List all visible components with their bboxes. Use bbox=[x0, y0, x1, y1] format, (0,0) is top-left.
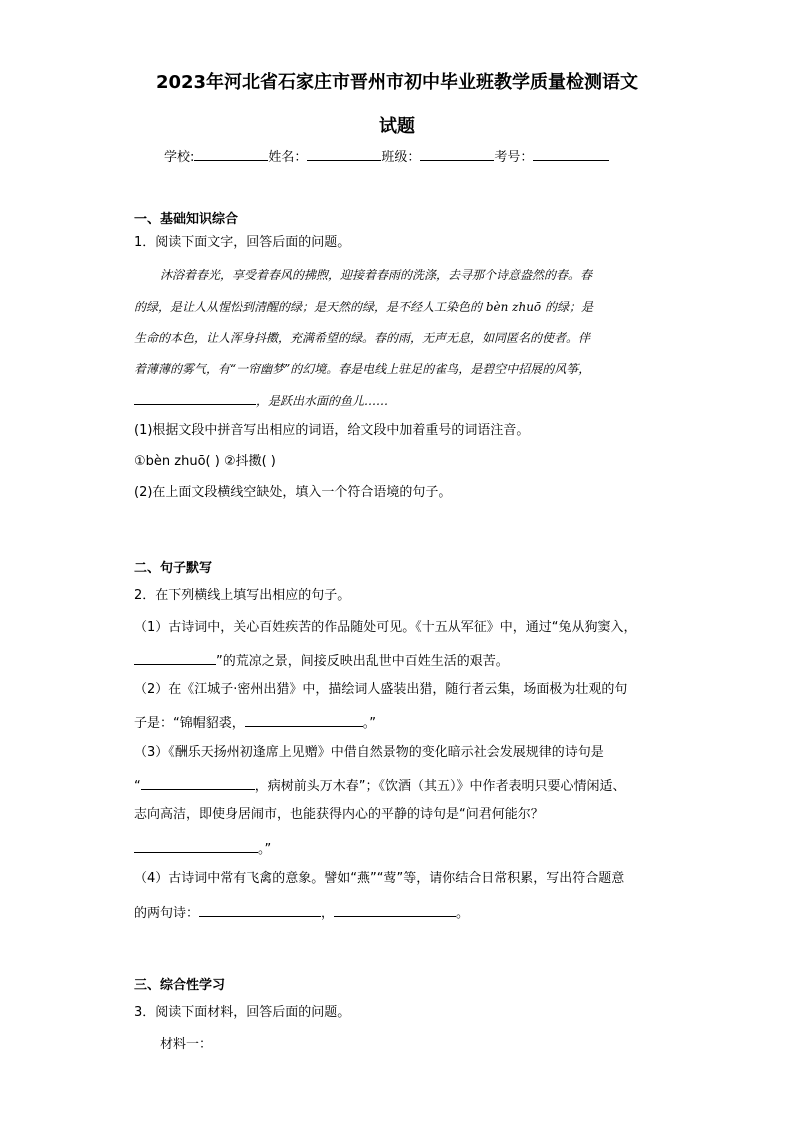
question-3-stem: 3．阅读下面材料，回答后面的问题。 bbox=[134, 1005, 351, 1020]
q2-part1-blank[interactable] bbox=[134, 650, 216, 665]
student-info-line bbox=[164, 146, 609, 167]
passage-line-5-text: ，是跃出水面的鱼儿…… bbox=[256, 394, 389, 408]
question-1-sub1: (1)根据文段中拼音写出相应的词语，给文段中加着重号的词语注音。 bbox=[134, 423, 530, 438]
q2-part1-line1: （1）古诗词中，关心百姓疾苦的作品随处可见。《十五从军征》中，通过“兔从狗窦入， bbox=[134, 620, 637, 635]
school-label: 学校: bbox=[164, 150, 195, 165]
name-blank[interactable] bbox=[307, 146, 381, 161]
q2-part2-line2-prefix: 子是：“锦帽貂裘， bbox=[134, 716, 245, 731]
passage-line-5 bbox=[134, 390, 388, 409]
q2-part3-line2-quote: “ bbox=[134, 779, 141, 794]
q2-part3-line2 bbox=[134, 775, 626, 796]
class-blank[interactable] bbox=[420, 146, 494, 161]
q2-part4-period: 。 bbox=[456, 906, 470, 921]
section-heading-2: 二、句子默写 bbox=[134, 561, 213, 576]
class-label: 班级： bbox=[381, 150, 421, 165]
q2-part4-line2 bbox=[134, 902, 469, 923]
question-2-stem: 2．在下列横线上填写出相应的句子。 bbox=[134, 588, 351, 603]
q2-part4-line2-prefix: 的两句诗： bbox=[134, 906, 200, 921]
q2-part4-line1: （4）古诗词中常有飞禽的意象。譬如“燕”“莺”等，请你结合日常积累，写出符合题意 bbox=[134, 871, 625, 886]
question-1-stem: 1．阅读下面文字，回答后面的问题。 bbox=[134, 235, 351, 250]
page-title-line1: 2023年河北省石家庄市晋州市初中毕业班教学质量检测语文 bbox=[155, 72, 639, 93]
q2-part3-blank-1[interactable] bbox=[141, 775, 255, 790]
passage-line-2: 的绿，是让人从惺忪到清醒的绿；是天然的绿，是不经人工染色的 bèn zhuō 的绿；是 bbox=[134, 300, 593, 314]
q2-part3-line4 bbox=[134, 838, 271, 859]
school-blank[interactable] bbox=[194, 146, 268, 161]
q2-part3-line1: （3）《酬乐天扬州初逢席上见赠》中借自然景物的变化暗示社会发展规律的诗句是 bbox=[134, 745, 604, 760]
section-heading-1: 一、基础知识综合 bbox=[134, 212, 239, 227]
sub1-answer-a[interactable]: ①bèn zhuō( ) bbox=[134, 454, 220, 469]
sub1-answer-b[interactable]: ②抖擞( ) bbox=[223, 454, 276, 469]
number-blank[interactable] bbox=[533, 146, 609, 161]
passage-blank[interactable] bbox=[134, 390, 256, 405]
q2-part3-blank-2[interactable] bbox=[134, 838, 258, 853]
name-label: 姓名： bbox=[268, 150, 308, 165]
q2-part3-line2-text: ，病树前头万木春”；《饮酒（其五）》中作者表明只要心情闲适、 bbox=[254, 779, 626, 794]
question-1-sub1-answers bbox=[134, 453, 276, 471]
page-title-line2: 试题 bbox=[379, 116, 415, 137]
section-heading-3: 三、综合性学习 bbox=[134, 978, 226, 993]
q2-part3-line4-text: 。” bbox=[258, 842, 272, 857]
question-1-sub2: (2)在上面文段横线空缺处，填入一个符合语境的句子。 bbox=[134, 485, 452, 500]
q2-part4-blank-1[interactable] bbox=[199, 902, 321, 917]
q2-part3-line3: 志向高洁，即使身居闹市，也能获得内心的平静的诗句是“问君何能尔？ bbox=[134, 807, 544, 822]
q2-part2-line2-suffix: 。” bbox=[362, 716, 376, 731]
number-label: 考号： bbox=[494, 150, 534, 165]
q2-part4-comma: ， bbox=[321, 906, 335, 921]
passage-line-3: 生命的本色，让人浑身抖擞，充满希望的绿。春的雨，无声无息，如同匿名的使者。伴 bbox=[134, 331, 591, 345]
q2-part2-line2 bbox=[134, 712, 376, 733]
q2-part2-blank[interactable] bbox=[245, 712, 363, 727]
q2-part1-line2-text: ”的荒凉之景，间接反映出乱世中百姓生活的艰苦。 bbox=[216, 654, 509, 669]
q2-part4-blank-2[interactable] bbox=[334, 902, 456, 917]
q2-part1-line2 bbox=[134, 650, 509, 671]
passage-line-4: 着薄薄的雾气，有“一帘幽梦”的幻境。春是电线上驻足的雀鸟，是碧空中招展的风筝， bbox=[134, 362, 591, 376]
q2-part2-line1: （2）在《江城子·密州出猎》中，描绘词人盛装出猎，随行者云集，场面极为壮观的句 bbox=[134, 682, 628, 697]
question-3-material-label: 材料一： bbox=[160, 1037, 213, 1052]
passage-line-1: 沐浴着春光，享受着春风的拂煦，迎接着春雨的洗涤，去寻那个诗意盎然的春。春 bbox=[160, 268, 593, 282]
